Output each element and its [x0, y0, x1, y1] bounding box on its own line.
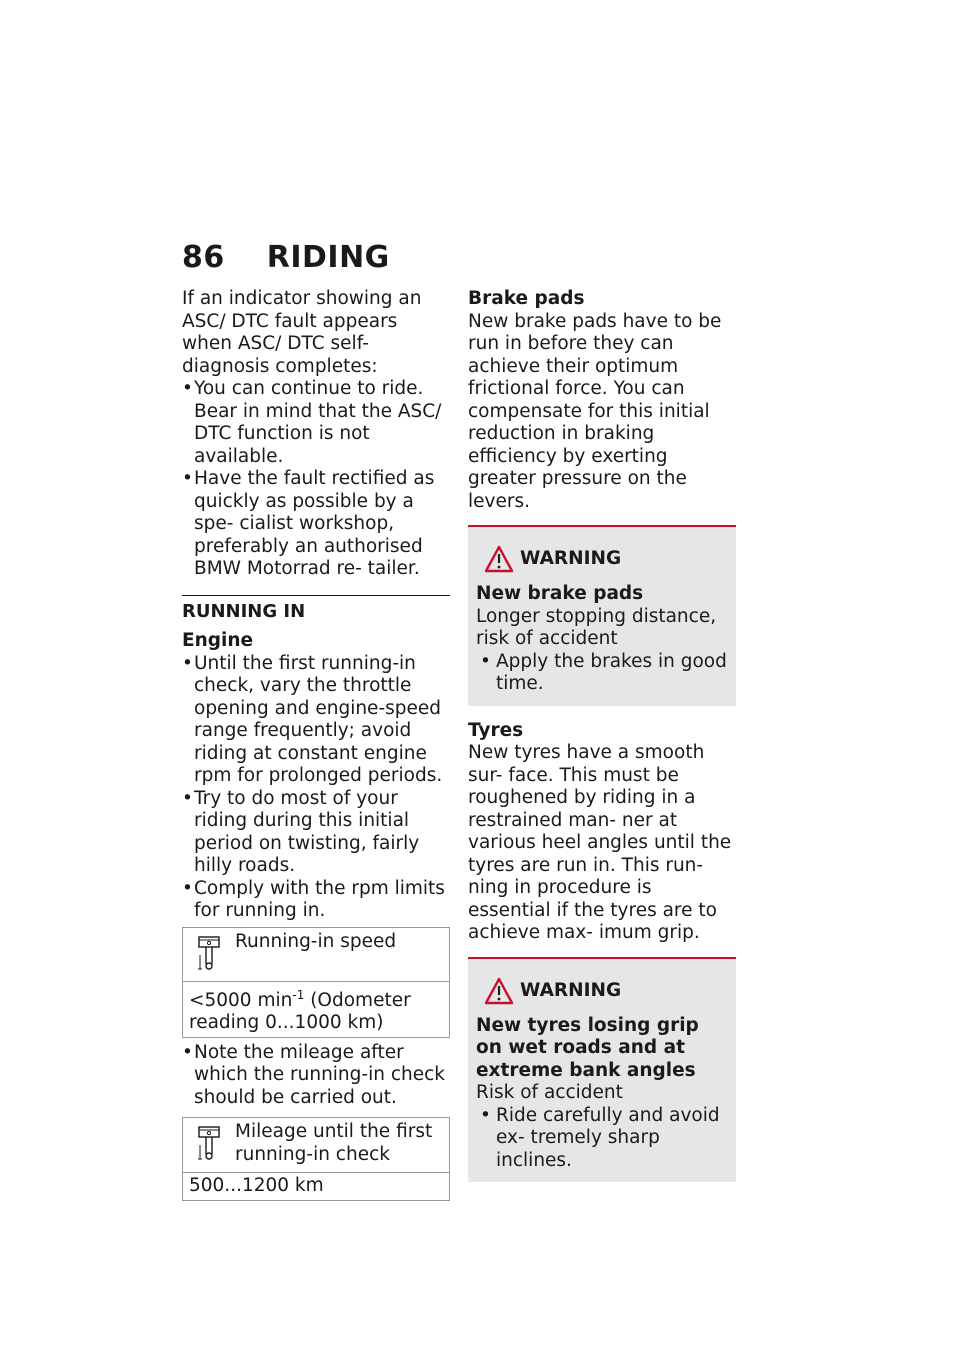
- page-header: [182, 240, 390, 275]
- tyres-heading: Tyres: [468, 719, 524, 741]
- warning-text: Longer stopping distance, risk of accident: [476, 605, 717, 649]
- fault-bullet-2: • Have the fault rectified as quickly as possible by a spe- cialist workshop, preferably an authorised BMW Motorrad re- tailer.: [182, 468, 450, 581]
- fault-bullet-1: • You can continue to ride. Bear in mind that the ASC/ DTC function is not available.: [182, 378, 450, 468]
- section-divider: [182, 595, 450, 624]
- engine-bullet-1: • Until the first running-in check, vary the throttle opening and engine-speed range frequently; avoid riding at constant engine rpm for prolonged periods.: [182, 653, 450, 788]
- info-box-label: Mileage until the first running-in check: [235, 1121, 433, 1165]
- brake-pads-text: New brake pads have to be run in before they can achieve their optimum frictional force. You can compensate for this initial reduction in braking efficiency by exerting greater pressure on the levers.: [468, 310, 722, 512]
- warning-subject: New tyres losing grip on wet roads and at extreme bank angles: [476, 1014, 699, 1081]
- info-box-header: [183, 1118, 449, 1173]
- engine-bullet-2: • Try to do most of your riding during this initial period on twisting, fairly hilly roads.: [182, 788, 450, 878]
- tyres-text: New tyres have a smooth sur- face. This must be roughened by riding in a restrained man- ner at various heel angles until the tyres are run in. This run- ning in procedure is essential if the tyres are to achieve max- imum grip.: [468, 742, 732, 943]
- warning-text: Risk of accident: [476, 1082, 623, 1103]
- warning-box-brakes: [468, 525, 736, 706]
- warning-bullet: • Ride carefully and avoid ex- tremely sharp inclines.: [476, 1105, 728, 1173]
- fault-intro: If an indicator showing an ASC/ DTC fault appears when ASC/ DTC self-diagnosis completes:: [182, 288, 422, 377]
- piston-icon: [197, 1126, 221, 1160]
- running-in-heading: RUNNING IN: [182, 600, 306, 622]
- right-column: [468, 288, 736, 1182]
- piston-icon: [197, 936, 221, 970]
- running-in-speed-box: [182, 927, 450, 1038]
- warning-heading: [476, 975, 728, 1007]
- speed-value: <5000 min: [189, 989, 293, 1011]
- warning-label: WARNING: [520, 979, 622, 1001]
- left-column: [182, 288, 450, 1205]
- warning-heading: [476, 543, 728, 575]
- warning-subject: New brake pads: [476, 583, 644, 604]
- info-box-label: Running-in speed: [235, 930, 397, 952]
- mileage-bullet: • Note the mileage after which the running-in check should be carried out.: [182, 1042, 450, 1110]
- warning-triangle-icon: [484, 977, 514, 1005]
- engine-heading: Engine: [182, 630, 254, 651]
- chapter-title: RIDING: [266, 240, 390, 275]
- info-box-header: [183, 928, 449, 982]
- brake-pads-heading: Brake pads: [468, 288, 585, 309]
- engine-bullet-3: • Comply with the rpm limits for running in.: [182, 878, 450, 923]
- speed-value-note: (Odometer reading 0...1000 km): [189, 989, 411, 1034]
- warning-triangle-icon: [484, 545, 514, 573]
- warning-bullet: • Apply the brakes in good time.: [476, 651, 728, 696]
- speed-unit-exponent: -1: [292, 987, 305, 1002]
- info-box-value: [183, 982, 449, 1037]
- running-in-mileage-box: [182, 1117, 450, 1201]
- page-number: 86: [182, 240, 225, 275]
- warning-box-tyres: [468, 957, 736, 1183]
- info-box-value: 500...1200 km: [189, 1175, 324, 1197]
- warning-label: WARNING: [520, 548, 622, 569]
